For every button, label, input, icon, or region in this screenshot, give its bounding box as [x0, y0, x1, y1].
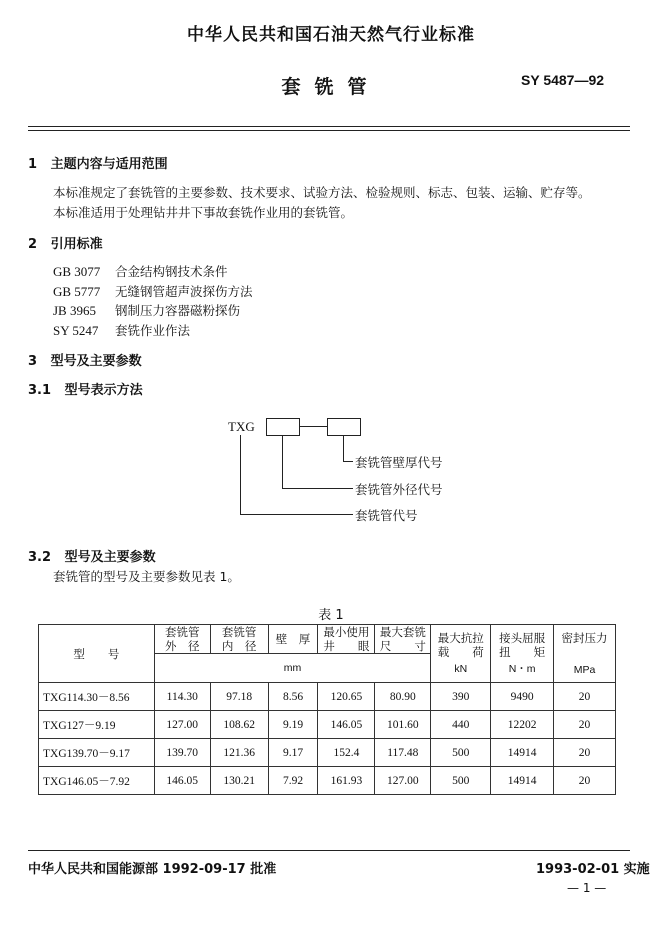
cell-min-wellbore: 120.65: [318, 683, 375, 711]
cell-joint-torque: 14914: [491, 739, 554, 767]
section-title: 型号及主要参数: [50, 354, 142, 369]
section-title: 引用标准: [50, 237, 103, 252]
cell-max-washover: 127.00: [375, 767, 431, 795]
cell-outer-diameter: 114.30: [154, 683, 210, 711]
cell-max-washover: 117.48: [375, 739, 431, 767]
section-title: 主题内容与适用范围: [50, 157, 168, 172]
cell-seal-pressure: 20: [554, 739, 616, 767]
reference-item: [53, 321, 190, 339]
reference-name: 无缝钢管超声波探伤方法: [115, 284, 253, 299]
connector-dash: [299, 426, 327, 427]
cell-outer-diameter: 146.05: [154, 767, 210, 795]
col-header-min-wellbore: 最小使用 井 眼: [318, 625, 375, 654]
cell-tensile-load: 500: [431, 767, 491, 795]
leader-line: [282, 435, 283, 489]
doc-title: 套铣管: [281, 76, 381, 98]
cell-wall-thickness: 9.19: [268, 711, 318, 739]
section-number: 3.2: [28, 550, 52, 565]
table-row: [39, 767, 616, 795]
section-3-2-heading: [28, 546, 156, 565]
cell-max-washover: 101.60: [375, 711, 431, 739]
cell-joint-torque: 12202: [491, 711, 554, 739]
cell-max-washover: 80.90: [375, 683, 431, 711]
section-1-para-2: 本标准适用于处理钻井井下事故套铣作业用的套铣管。: [53, 205, 354, 220]
approval-line: 中华人民共和国能源部 1992-09-17 批准: [28, 862, 277, 877]
cell-inner-diameter: 108.62: [210, 711, 268, 739]
col-header-outer-diameter: 套铣管 外 径: [154, 625, 210, 654]
table-caption: 表 1: [318, 608, 344, 623]
page-number: — 1 —: [567, 881, 607, 895]
reference-code: SY 5247: [53, 323, 99, 338]
section-2-heading: [28, 233, 103, 252]
section-title: 型号及主要参数: [64, 550, 156, 565]
model-prefix: TXG: [228, 419, 255, 434]
table-row: [39, 683, 616, 711]
footer-rule: [28, 850, 630, 851]
cell-model: TXG127－9.19: [39, 711, 155, 739]
reference-item: [53, 301, 240, 319]
col-header-seal-pressure: 密封压力 MPa: [554, 625, 616, 683]
reference-item: [53, 282, 253, 300]
col-header-tensile-load: 最大抗拉 载 荷 kN: [431, 625, 491, 683]
table-row: [39, 711, 616, 739]
table-row: [39, 739, 616, 767]
cell-seal-pressure: 20: [554, 683, 616, 711]
header-rule-2: [28, 130, 630, 131]
leader-line: [343, 461, 353, 462]
effective-date: 1993-02-01 实施: [536, 862, 650, 877]
cell-min-wellbore: 152.4: [318, 739, 375, 767]
standard-number: SY 5487—92: [521, 72, 605, 88]
cell-tensile-load: 440: [431, 711, 491, 739]
cell-joint-torque: 14914: [491, 767, 554, 795]
reference-code: GB 5777: [53, 284, 101, 299]
reference-name: 钢制压力容器磁粉探伤: [115, 303, 241, 318]
outer-diameter-code-label: 套铣管外径代号: [355, 482, 443, 497]
section-3-heading: [28, 350, 142, 369]
cell-tensile-load: 500: [431, 739, 491, 767]
wall-thickness-code-label: 套铣管壁厚代号: [355, 455, 443, 470]
cell-seal-pressure: 20: [554, 711, 616, 739]
col-header-max-washover: 最大套铣 尺 寸: [375, 625, 431, 654]
section-3-2-para: 套铣管的型号及主要参数见表 1。: [53, 569, 240, 584]
cell-tensile-load: 390: [431, 683, 491, 711]
parameters-table: [38, 624, 616, 795]
col-header-wall-thickness: 壁 厚: [268, 625, 318, 654]
cell-wall-thickness: 7.92: [268, 767, 318, 795]
cell-wall-thickness: 9.17: [268, 739, 318, 767]
section-3-1-heading: [28, 379, 143, 398]
reference-code: JB 3965: [53, 303, 96, 318]
leader-line: [240, 514, 353, 515]
cell-model: TXG146.05－7.92: [39, 767, 155, 795]
cell-inner-diameter: 130.21: [210, 767, 268, 795]
pipe-code-label: 套铣管代号: [355, 508, 418, 523]
reference-item: [53, 262, 228, 280]
org-title: 中华人民共和国石油天然气行业标准: [187, 25, 475, 45]
cell-seal-pressure: 20: [554, 767, 616, 795]
section-title: 型号表示方法: [64, 383, 143, 398]
reference-name: 套铣作业作法: [115, 323, 191, 338]
unit-mm: mm: [154, 654, 431, 683]
section-number: 3: [28, 354, 38, 369]
leader-line: [282, 488, 353, 489]
cell-outer-diameter: 139.70: [154, 739, 210, 767]
cell-min-wellbore: 146.05: [318, 711, 375, 739]
cell-outer-diameter: 127.00: [154, 711, 210, 739]
section-number: 2: [28, 237, 38, 252]
section-1-heading: [28, 153, 168, 172]
leader-line: [343, 435, 344, 461]
cell-model: TXG114.30－8.56: [39, 683, 155, 711]
cell-min-wellbore: 161.93: [318, 767, 375, 795]
cell-wall-thickness: 8.56: [268, 683, 318, 711]
reference-code: GB 3077: [53, 264, 101, 279]
cell-joint-torque: 9490: [491, 683, 554, 711]
cell-inner-diameter: 121.36: [210, 739, 268, 767]
wall-thickness-box: [327, 418, 361, 436]
section-number: 1: [28, 157, 38, 172]
leader-line: [240, 435, 241, 515]
col-header-model: 型 号: [39, 625, 155, 683]
col-header-inner-diameter: 套铣管 内 径: [210, 625, 268, 654]
header-rule-1: [28, 126, 630, 127]
section-number: 3.1: [28, 383, 52, 398]
reference-name: 合金结构钢技术条件: [115, 264, 228, 279]
outer-diameter-box: [266, 418, 300, 436]
cell-inner-diameter: 97.18: [210, 683, 268, 711]
section-1-para-1: 本标准规定了套铣管的主要参数、技术要求、试验方法、检验规则、标志、包装、运输、贮存等。: [53, 185, 591, 200]
col-header-joint-torque: 接头屈服 扭 矩 N・m: [491, 625, 554, 683]
cell-model: TXG139.70－9.17: [39, 739, 155, 767]
